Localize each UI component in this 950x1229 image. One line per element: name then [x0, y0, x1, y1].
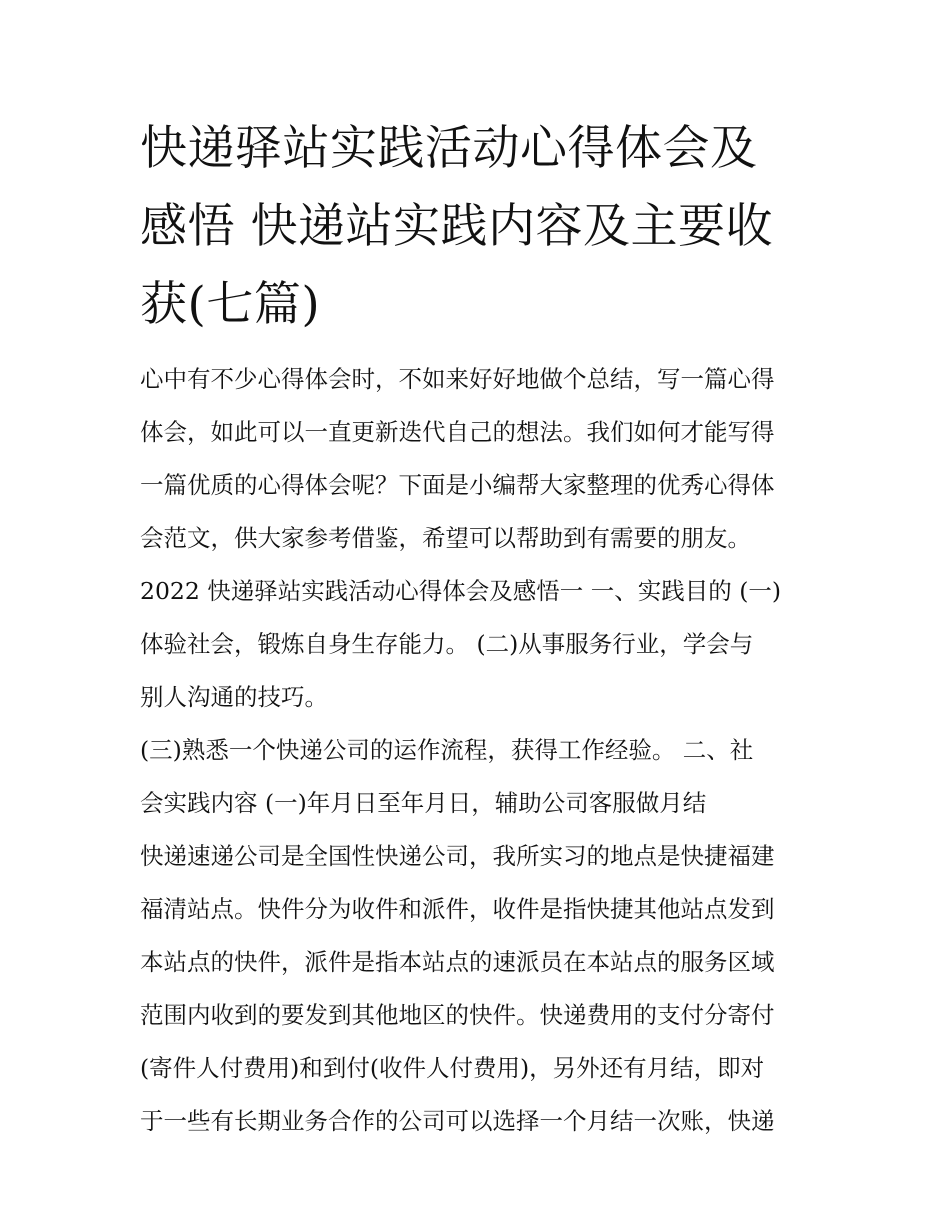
- body-line: 会实践内容 (一)年月日至年月日，辅助公司客服做月结: [140, 789, 707, 817]
- body-line: 范围内收到的要发到其他地区的快件。快递费用的支付分寄付: [140, 1001, 775, 1029]
- title-line: 获(七篇): [140, 277, 321, 332]
- body-line: 一篇优质的心得体会呢？下面是小编帮大家整理的优秀心得体: [140, 471, 775, 499]
- body-line: 会范文，供大家参考借鉴，希望可以帮助到有需要的朋友。: [140, 524, 751, 552]
- body-line: 2022 快递驿站实践活动心得体会及感悟一 一、实践目的 (一): [140, 577, 782, 605]
- body-line: 别人沟通的技巧。: [140, 683, 328, 711]
- body-line: 体验社会，锻炼自身生存能力。 (二)从事服务行业，学会与: [140, 630, 754, 658]
- document-body: [140, 353, 830, 1148]
- title-line: 感悟 快递站实践内容及主要收: [140, 199, 773, 254]
- body-line: 心中有不少心得体会时，不如来好好地做个总结，写一篇心得: [140, 365, 775, 393]
- body-line: 快递速递公司是全国性快递公司，我所实习的地点是快捷福建: [140, 842, 775, 870]
- body-line: 福清站点。快件分为收件和派件，收件是指快捷其他站点发到: [140, 895, 775, 923]
- body-line: 于一些有长期业务合作的公司可以选择一个月结一次账，快递: [140, 1107, 775, 1135]
- document-title: [140, 110, 820, 344]
- body-line: (三)熟悉一个快递公司的运作流程，获得工作经验。 二、社: [140, 736, 754, 764]
- title-line: 快递驿站实践活动心得体会及: [140, 121, 758, 176]
- body-line: 本站点的快件，派件是指本站点的速派员在本站点的服务区域: [140, 948, 775, 976]
- body-line: (寄件人付费用)和到付(收件人付费用)，另外还有月结，即对: [140, 1054, 765, 1082]
- body-line: 体会，如此可以一直更新迭代自己的想法。我们如何才能写得: [140, 418, 775, 446]
